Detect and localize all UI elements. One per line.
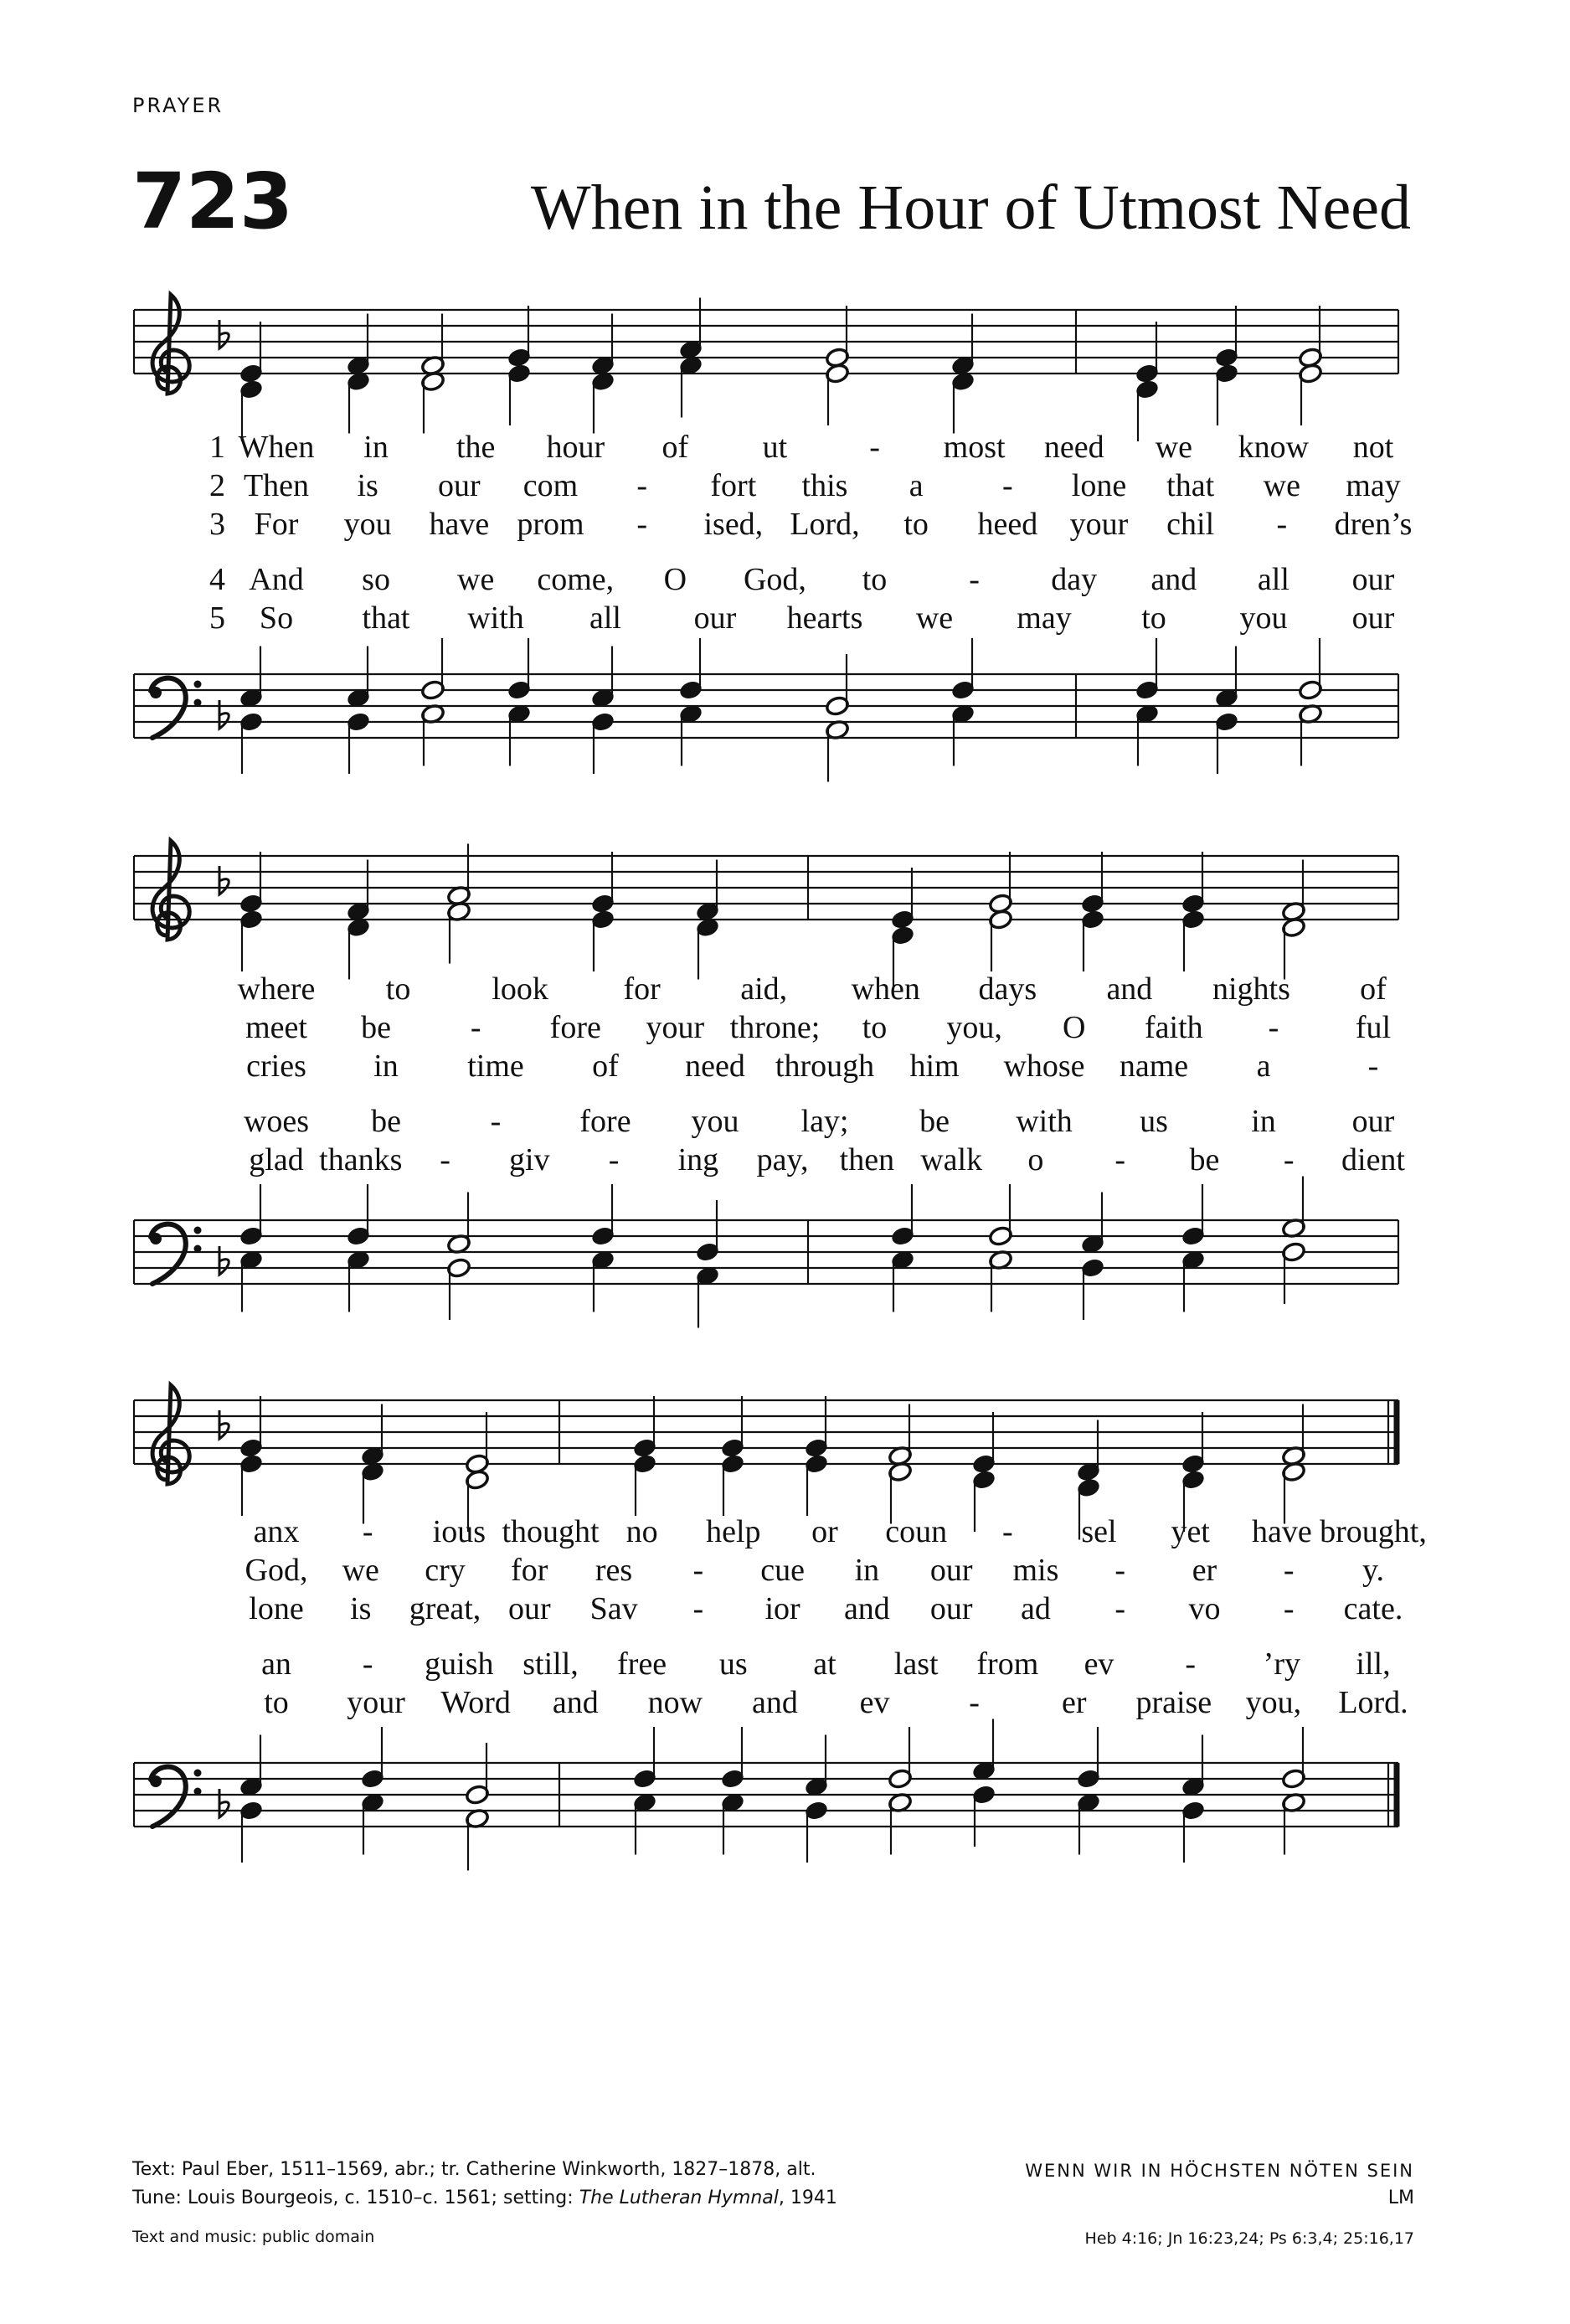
lyric-syllable: day	[1051, 562, 1098, 597]
lyric-syllable: us	[1140, 1104, 1168, 1139]
verse-number: 3	[209, 507, 225, 542]
lyric-syllable: and	[1106, 971, 1153, 1007]
lyric-syllable: all	[1257, 562, 1289, 597]
lyric-syllable: God,	[245, 1553, 308, 1588]
lyric-syllable: to	[264, 1685, 289, 1720]
lyric-syllable: o	[1027, 1142, 1044, 1177]
lyric-syllable: ’ry	[1263, 1646, 1300, 1682]
lyric-syllable: know	[1238, 430, 1310, 465]
lyric-syllable: walk	[920, 1142, 983, 1177]
lyric-syllable: cate.	[1343, 1591, 1403, 1626]
lyric-syllable: giv	[509, 1142, 550, 1177]
lyric-hyphen: -	[1283, 1142, 1295, 1177]
text-credit	[132, 2159, 816, 2180]
lyric-hyphen: -	[969, 1685, 980, 1720]
lyric-hyphen: -	[490, 1104, 502, 1139]
lyric-hyphen: -	[1367, 1049, 1379, 1084]
lyric-syllable: of	[661, 430, 689, 465]
lyric-syllable: so	[362, 562, 390, 597]
lyric-syllable: you	[1239, 600, 1288, 636]
lyric-syllable: may	[1346, 468, 1401, 503]
lyric-syllable: our	[1351, 562, 1395, 597]
lyric-syllable: ious	[432, 1514, 486, 1549]
lyric-syllable: our	[929, 1591, 973, 1626]
lyric-syllable: lone	[249, 1591, 304, 1626]
lyric-syllable: last	[893, 1646, 939, 1682]
lyric-hyphen: -	[1185, 1646, 1196, 1682]
lyric-syllable: need	[1043, 430, 1104, 465]
lyric-hyphen: -	[1114, 1591, 1126, 1626]
lyric-syllable: need	[685, 1049, 745, 1084]
lyric-hyphen: -	[969, 562, 980, 597]
lyric-syllable: sel	[1081, 1514, 1117, 1549]
lyric-syllable: hearts	[786, 600, 863, 636]
lyric-syllable: So	[259, 600, 294, 636]
bass-clef-dot	[194, 1227, 202, 1234]
lyric-hyphen: -	[636, 507, 647, 542]
lyric-syllable: now	[647, 1685, 703, 1720]
lyric-syllable: have	[429, 507, 490, 542]
lyric-syllable: to	[385, 971, 411, 1007]
bass-clef-dot	[150, 1775, 162, 1787]
lyric-syllable: with	[467, 600, 524, 636]
lyric-syllable: time	[467, 1049, 524, 1084]
key-signature-flat-icon	[219, 1789, 229, 1817]
lyric-syllable: our	[1351, 600, 1395, 636]
lyric-syllable: you	[343, 507, 392, 542]
lyric-syllable: woes	[243, 1104, 310, 1139]
lyric-syllable: Lord.	[1338, 1685, 1408, 1720]
lyric-syllable: great,	[409, 1591, 481, 1626]
lyric-syllable: come,	[537, 562, 615, 597]
lyric-syllable: and	[552, 1685, 599, 1720]
lyric-syllable: fore	[579, 1104, 631, 1139]
lyric-hyphen: -	[1114, 1553, 1126, 1588]
bass-clef-dot	[194, 1770, 202, 1777]
lyric-syllable: that	[1166, 468, 1215, 503]
lyric-syllable: with	[1016, 1104, 1073, 1139]
lyric-syllable: days	[978, 971, 1037, 1007]
lyric-syllable: and	[1150, 562, 1197, 597]
lyric-syllable: anx	[253, 1514, 300, 1549]
lyric-syllable: be	[1189, 1142, 1220, 1177]
lyric-syllable: Then	[243, 468, 310, 503]
scripture-references: Heb 4:16; Jn 16:23,24; Ps 6:3,4; 25:16,17	[1084, 2229, 1414, 2248]
lyric-hyphen: -	[1283, 1553, 1295, 1588]
lyric-syllable: Word	[440, 1685, 511, 1720]
tune-year: , 1941	[778, 2187, 837, 2208]
lyric-syllable: ut	[762, 430, 788, 465]
lyric-syllable: yet	[1171, 1514, 1210, 1549]
lyric-syllable: then	[839, 1142, 895, 1177]
lyric-syllable: have	[1251, 1514, 1312, 1549]
lyric-syllable: Sav	[589, 1591, 638, 1626]
lyric-syllable: you,	[946, 1010, 1002, 1045]
lyric-syllable: is	[357, 468, 378, 503]
lyric-syllable: be	[919, 1104, 950, 1139]
lyric-syllable: nights	[1212, 971, 1290, 1007]
lyric-syllable: in	[1251, 1104, 1276, 1139]
lyric-syllable: er	[1061, 1685, 1087, 1720]
lyric-syllable: ill,	[1356, 1646, 1391, 1682]
key-signature-flat-icon	[219, 866, 229, 894]
lyric-syllable: from	[976, 1646, 1039, 1682]
lyric-syllable: us	[718, 1646, 748, 1682]
lyric-syllable: not	[1352, 430, 1394, 465]
tune-credit-value: Louis Bourgeois, c. 1510–c. 1561; setting:	[187, 2187, 574, 2208]
lyric-syllable: aid,	[740, 971, 788, 1007]
lyric-syllable: that	[362, 600, 410, 636]
lyric-syllable: we	[457, 562, 495, 597]
lyric-syllable: our	[1351, 1104, 1395, 1139]
bass-clef-dot	[194, 681, 202, 688]
lyric-syllable: in	[363, 430, 389, 465]
lyric-syllable: faith	[1144, 1010, 1203, 1045]
tune-name: WENN WIR IN HÖCHSTEN NÖTEN SEIN	[1025, 2161, 1414, 2181]
lyric-syllable: to	[1141, 600, 1166, 636]
lyric-syllable: in	[854, 1553, 880, 1588]
lyric-syllable: through	[775, 1049, 875, 1084]
lyric-syllable: our	[507, 1591, 551, 1626]
lyric-syllable: O	[1062, 1010, 1086, 1045]
key-signature-flat-icon	[219, 1246, 229, 1275]
lyric-syllable: is	[350, 1591, 372, 1626]
lyric-syllable: cue	[760, 1553, 805, 1588]
lyric-syllable: at	[813, 1646, 836, 1682]
lyric-syllable: help	[706, 1514, 761, 1549]
lyric-syllable: fore	[549, 1010, 601, 1045]
lyric-syllable: your	[646, 1010, 705, 1045]
lyric-hyphen: -	[1114, 1142, 1126, 1177]
verse-number: 5	[209, 600, 225, 636]
lyric-syllable: still,	[522, 1646, 579, 1682]
lyric-syllable: throne;	[729, 1010, 821, 1045]
lyric-syllable: hour	[546, 430, 605, 465]
lyric-hyphen: -	[470, 1010, 481, 1045]
lyric-syllable: look	[492, 971, 548, 1007]
bass-clef-dot	[150, 1233, 162, 1244]
bass-clef-dot	[150, 687, 162, 698]
lyric-syllable: a	[909, 468, 924, 503]
lyric-syllable: com	[522, 468, 579, 503]
lyric-syllable: ev	[1084, 1646, 1114, 1682]
lyric-syllable: prom	[517, 507, 584, 542]
lyric-syllable: whose	[1003, 1049, 1085, 1084]
lyric-syllable: a	[1256, 1049, 1271, 1084]
lyric-syllable: to	[862, 1010, 888, 1045]
lyric-syllable: And	[249, 562, 304, 597]
lyric-syllable: for	[623, 971, 661, 1007]
lyric-syllable: God,	[743, 562, 806, 597]
lyric-syllable: all	[589, 600, 621, 636]
lyric-syllable: vo	[1188, 1591, 1221, 1626]
lyric-syllable: meet	[245, 1010, 307, 1045]
bass-clef-dot	[194, 1245, 202, 1253]
key-signature-flat-icon	[219, 320, 229, 348]
hymn-number: 723	[132, 157, 294, 246]
lyric-hyphen: -	[1283, 1591, 1295, 1626]
lyric-syllable: to	[903, 507, 929, 542]
lyric-syllable: him	[909, 1049, 960, 1084]
lyric-syllable: our	[929, 1553, 973, 1588]
lyric-syllable: we	[342, 1553, 379, 1588]
lyric-syllable: or	[811, 1514, 838, 1549]
lyric-syllable: most	[943, 430, 1006, 465]
lyric-hyphen: -	[362, 1514, 373, 1549]
lyric-hyphen: -	[608, 1142, 620, 1177]
lyric-syllable: be	[371, 1104, 401, 1139]
lyric-syllable: in	[373, 1049, 399, 1084]
lyric-hyphen: -	[1002, 1514, 1013, 1549]
lyric-syllable: For	[254, 507, 299, 542]
lyric-syllable: mis	[1012, 1553, 1059, 1588]
lyric-syllable: of	[592, 1049, 619, 1084]
tune-credit	[132, 2187, 837, 2208]
lyric-syllable: this	[801, 468, 848, 503]
lyric-syllable: lay;	[800, 1104, 849, 1139]
lyric-syllable: no	[625, 1514, 658, 1549]
lyric-hyphen: -	[440, 1142, 450, 1177]
lyric-syllable: coun	[885, 1514, 948, 1549]
lyric-syllable: heed	[977, 507, 1038, 542]
lyric-syllable: chil	[1166, 507, 1215, 542]
lyric-hyphen: -	[636, 468, 647, 503]
lyric-syllable: you,	[1245, 1685, 1302, 1720]
lyric-syllable: of	[1360, 971, 1387, 1007]
key-signature-flat-icon	[219, 700, 229, 729]
lyric-syllable: Lord,	[790, 507, 860, 542]
lyric-syllable: When	[238, 430, 315, 465]
copyright-notice: Text and music: public domain	[132, 2228, 375, 2246]
lyric-syllable: be	[361, 1010, 392, 1045]
lyric-hyphen: -	[1268, 1010, 1279, 1045]
lyric-hyphen: -	[692, 1591, 704, 1626]
lyric-syllable: fort	[710, 468, 757, 503]
lyric-syllable: when	[851, 971, 920, 1007]
lyric-syllable: an	[261, 1646, 291, 1682]
lyric-syllable: praise	[1135, 1685, 1212, 1720]
meter: LM	[1387, 2187, 1414, 2208]
text-credit-value: Paul Eber, 1511–1569, abr.; tr. Catherine Winkworth, 1827–1878, alt.	[181, 2159, 816, 2180]
lyric-syllable: brought,	[1320, 1514, 1427, 1549]
lyric-hyphen: -	[869, 430, 880, 465]
lyric-syllable: res	[595, 1553, 633, 1588]
lyric-syllable: glad	[249, 1142, 304, 1177]
lyric-syllable: our	[438, 468, 481, 503]
bass-clef-dot	[194, 699, 202, 707]
tune-credit-label: Tune:	[132, 2187, 182, 2208]
hymn-title: When in the Hour of Utmost Need	[530, 173, 1411, 243]
lyric-syllable: cries	[246, 1049, 306, 1084]
lyric-hyphen: -	[362, 1646, 373, 1682]
lyric-syllable: ior	[764, 1591, 800, 1626]
lyric-syllable: cry	[425, 1553, 466, 1588]
verse-number: 1	[209, 430, 225, 465]
lyric-syllable: we	[915, 600, 954, 636]
text-credit-label: Text:	[132, 2159, 176, 2180]
lyric-syllable: we	[1155, 430, 1192, 465]
lyric-syllable: you	[691, 1104, 739, 1139]
lyric-syllable: ev	[859, 1685, 890, 1720]
lyric-syllable: dient	[1341, 1142, 1405, 1177]
lyric-syllable: we	[1263, 468, 1300, 503]
lyric-syllable: ad	[1020, 1591, 1051, 1626]
lyric-hyphen: -	[1002, 468, 1013, 503]
verse-number: 4	[209, 562, 225, 597]
bass-clef-dot	[194, 1788, 202, 1796]
lyric-hyphen: -	[1276, 507, 1288, 542]
lyric-syllable: the	[456, 430, 496, 465]
lyric-syllable: ing	[677, 1142, 719, 1177]
verse-number: 2	[209, 468, 225, 503]
section-label: PRAYER	[132, 94, 224, 117]
lyric-syllable: our	[693, 600, 737, 636]
lyric-syllable: ful	[1355, 1010, 1392, 1045]
lyric-syllable: where	[237, 971, 316, 1007]
lyric-syllable: y.	[1362, 1553, 1385, 1588]
lyric-syllable: for	[511, 1553, 548, 1588]
lyric-syllable: your	[1069, 507, 1129, 542]
lyric-syllable: your	[347, 1685, 405, 1720]
lyric-syllable: lone	[1071, 468, 1127, 503]
lyric-syllable: dren’s	[1334, 507, 1413, 542]
lyric-hyphen: -	[692, 1553, 704, 1588]
lyric-syllable: thought	[502, 1514, 600, 1549]
lyric-syllable: and	[752, 1685, 798, 1720]
lyric-syllable: free	[617, 1646, 667, 1682]
key-signature-flat-icon	[219, 1410, 229, 1439]
lyric-syllable: may	[1017, 600, 1072, 636]
lyric-syllable: guish	[425, 1646, 494, 1682]
lyric-syllable: ised,	[703, 507, 764, 542]
lyric-syllable: name	[1119, 1049, 1189, 1084]
lyric-syllable: to	[862, 562, 888, 597]
lyric-syllable: thanks	[319, 1142, 403, 1177]
lyric-syllable: er	[1192, 1553, 1217, 1588]
lyric-syllable: O	[663, 562, 687, 597]
lyric-syllable: and	[843, 1591, 890, 1626]
tune-source: The Lutheran Hymnal	[579, 2187, 779, 2208]
lyric-syllable: pay,	[756, 1142, 809, 1177]
